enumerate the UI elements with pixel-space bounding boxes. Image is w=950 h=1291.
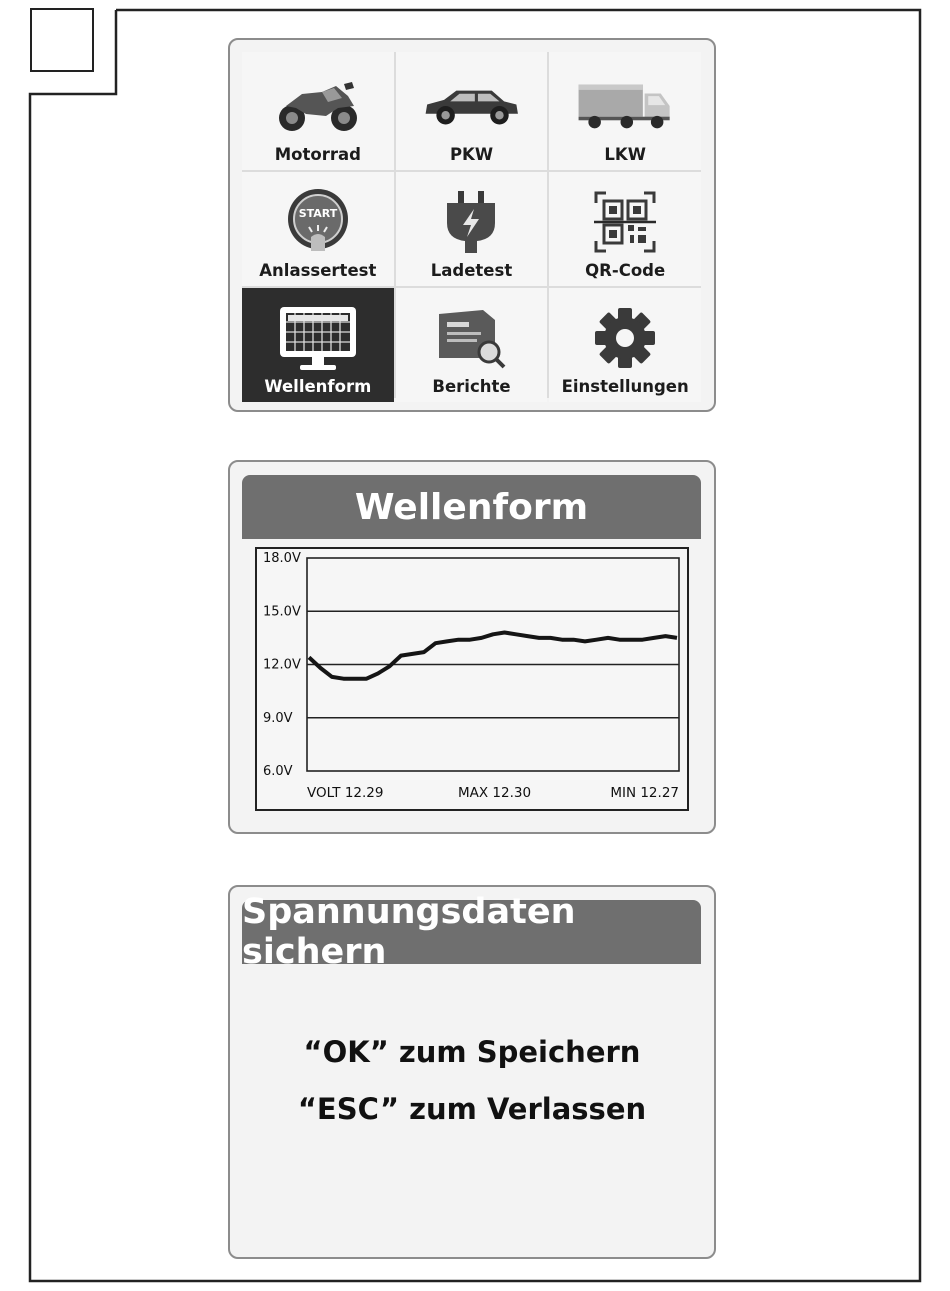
menu-item-label: Ladetest [430,261,513,280]
menu-grid [242,52,701,398]
menu-item-anlassertest[interactable] [242,172,394,286]
qr-code-icon [575,187,675,257]
max-readout: MAX 12.30 [458,785,532,801]
gear-icon [575,303,675,373]
menu-item-label: Motorrad [274,145,361,164]
menu-item-pkw[interactable] [396,52,548,170]
menu-item-lkw[interactable] [549,52,701,170]
menu-item-einstellungen[interactable] [549,288,701,402]
save-dialog [228,885,716,1259]
menu-item-wellenform[interactable] [242,288,394,402]
waveform-screen [228,460,716,834]
y-tick-label: 15.0V [263,604,301,620]
menu-item-label: PKW [449,145,494,164]
menu-screen [228,38,716,412]
start-button-icon [268,187,368,257]
menu-item-label: Anlassertest [259,261,377,280]
start-icon-text: START [298,207,338,220]
menu-item-berichte[interactable] [396,288,548,402]
truck-icon [575,71,675,141]
waveform-title: Wellenform [242,475,701,539]
waveform-chart-svg [257,549,687,809]
menu-item-qr-code[interactable] [549,172,701,286]
menu-item-label: Berichte [432,377,511,396]
min-readout: MIN 12.27 [610,785,679,801]
y-tick-label: 9.0V [263,710,293,726]
report-search-icon [421,303,521,373]
volt-readout: VOLT 12.29 [307,785,384,801]
y-tick-label: 18.0V [263,551,301,566]
menu-item-label: Wellenform [264,377,372,396]
waveform-monitor-icon [268,303,368,373]
save-dialog-title: Spannungsdaten sichern [242,900,701,964]
car-icon [421,71,521,141]
voltage-series-line [309,633,677,679]
menu-item-label: LKW [604,145,646,164]
y-tick-label: 6.0V [263,764,293,779]
motorcycle-icon [268,71,368,141]
charging-plug-icon [421,187,521,257]
ok-instruction: “OK” zum Speichern [303,1035,641,1069]
corner-box [30,8,94,72]
menu-item-label: Einstellungen [561,377,689,396]
waveform-chart [255,547,689,811]
y-tick-label: 12.0V [263,657,301,673]
menu-item-label: QR-Code [585,261,666,280]
menu-item-motorrad[interactable] [242,52,394,170]
menu-item-ladetest[interactable] [396,172,548,286]
esc-instruction: “ESC” zum Verlassen [297,1092,647,1126]
